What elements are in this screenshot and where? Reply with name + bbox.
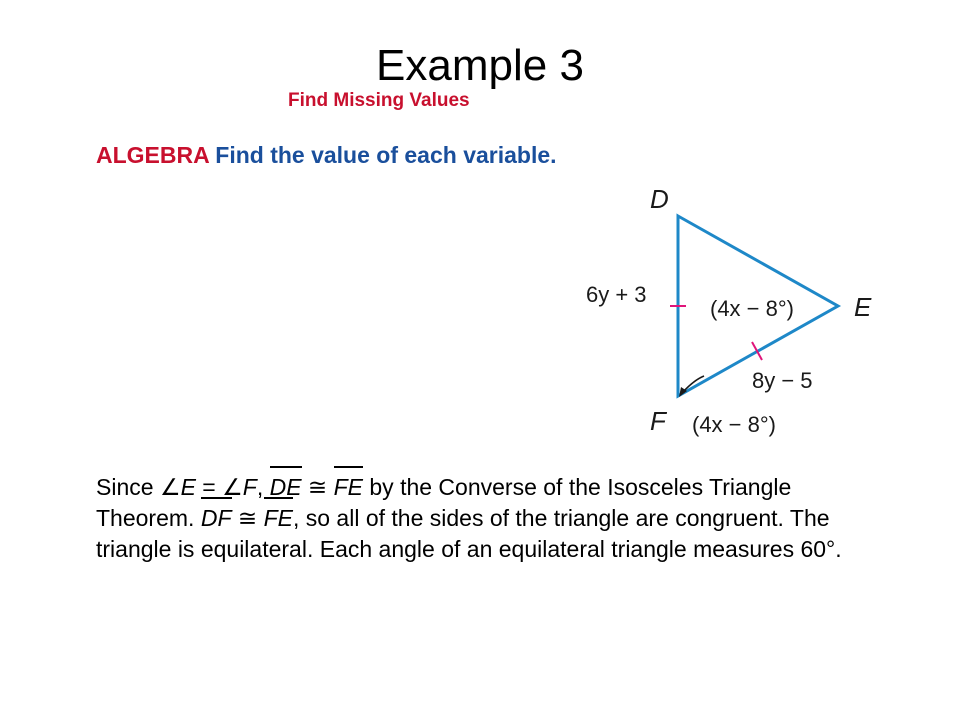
problem-text: Find the value of each variable. [215, 142, 557, 168]
segment-df: DF [201, 503, 232, 534]
vertex-d-label: D [650, 184, 669, 214]
vertex-f-label: F [650, 406, 666, 436]
slide-subtitle: Find Missing Values [288, 90, 470, 111]
explanation-theorem: by the Converse of the Isosceles Triangle Theorem. [96, 474, 792, 531]
angle-symbol: ∠ [159, 474, 181, 500]
segment-de: DE [270, 472, 302, 503]
segment-fe: FE [334, 472, 363, 503]
triangle-diagram [570, 178, 890, 448]
equals-sign: = [195, 474, 223, 500]
angle-e-ref: E [180, 474, 196, 500]
angle-e-label: (4x − 8°) [710, 296, 794, 321]
angle-symbol: ∠ [222, 474, 243, 500]
comma: , [256, 474, 270, 500]
congruent-symbol: ≅ [231, 505, 264, 531]
segment-fe: FE [264, 503, 293, 534]
vertex-e-label: E [854, 292, 872, 322]
explanation-since: Since [96, 474, 160, 500]
congruent-symbol: ≅ [301, 474, 334, 500]
angle-f-ref: F [242, 474, 257, 500]
slide-title: Example 3 [376, 41, 584, 90]
side-fe-label: 8y − 5 [752, 368, 813, 393]
problem-statement [96, 142, 557, 169]
explanation-text [96, 472, 886, 565]
triangle-figure [570, 178, 890, 448]
explanation-conclusion: , so all of the sides of the triangle are congruent. The triangle is equilateral. Each angle of an equilateral triangle measures 60°. [96, 505, 842, 562]
side-df-label: 6y + 3 [586, 282, 647, 307]
problem-lead: ALGEBRA [96, 142, 209, 168]
angle-f-label: (4x − 8°) [692, 412, 776, 437]
